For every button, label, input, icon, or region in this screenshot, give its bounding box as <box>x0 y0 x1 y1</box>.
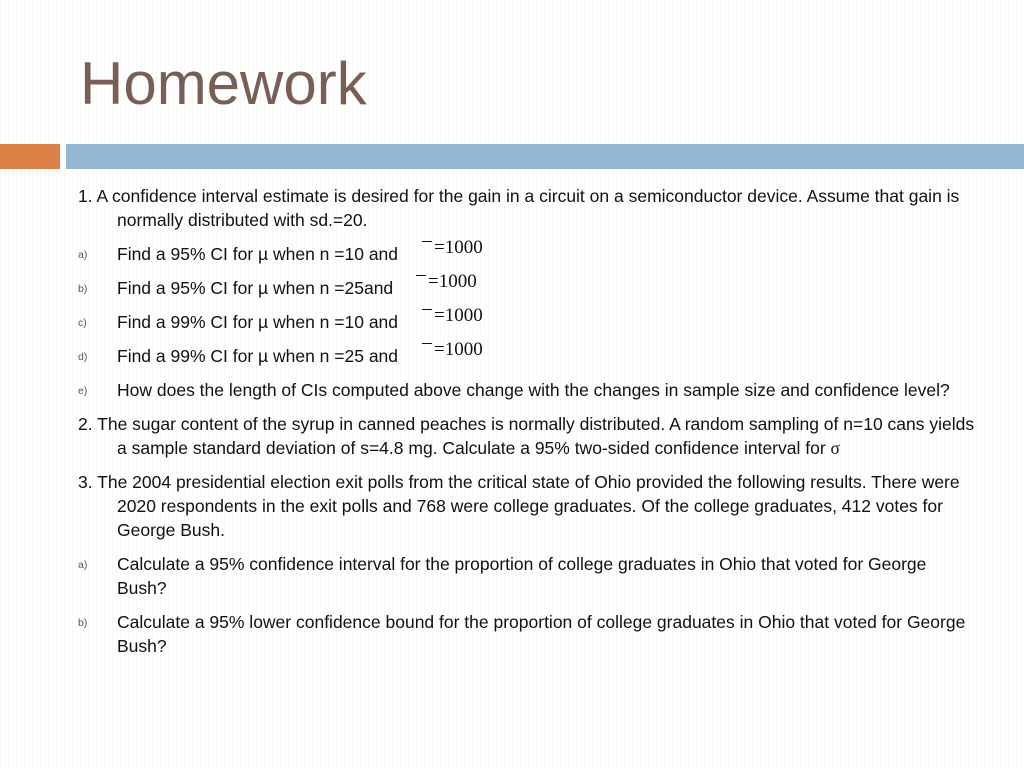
list-item <box>78 339 978 368</box>
list-marker: b) <box>78 617 88 629</box>
list-item-text: Find a 95% CI for µ when n =25and <box>117 278 394 298</box>
slide-content <box>78 184 978 658</box>
list-item <box>78 271 978 300</box>
slide-title: Homework <box>80 50 367 117</box>
list-item-text: Calculate a 95% lower confidence bound for the proportion of college graduates in Ohio that voted for George Bush? <box>117 612 966 656</box>
question-2 <box>78 412 978 460</box>
list-item-text: Calculate a 95% confidence interval for the proportion of college graduates in Ohio that voted for George Bush? <box>117 554 927 598</box>
list-item-text: Find a 99% CI for µ when n =25 and <box>117 346 399 366</box>
list-item <box>78 610 978 658</box>
list-item-text: Find a 99% CI for µ when n =10 and <box>117 312 399 332</box>
list-item <box>78 378 978 402</box>
list-marker: a) <box>78 249 88 261</box>
list-item <box>78 552 978 600</box>
x-bar-symbol <box>416 275 426 287</box>
math-expression: =1000 <box>422 304 483 328</box>
question-2-text: 2. The sugar content of the syrup in canned peaches is normally distributed. A random sampling of n=10 cans yields a sample standard deviation of s=4.8 mg. Calculate a 95% two-sided confidence interval for <box>78 414 975 458</box>
list-item <box>78 305 978 334</box>
sigma-symbol: σ <box>830 438 840 458</box>
question-1: 1. A confidence interval estimate is desired for the gain in a circuit on a semiconductor device. Assume that gain is normally distributed with sd.=20. <box>78 186 960 230</box>
math-expression: =1000 <box>422 338 483 362</box>
list-marker: b) <box>78 283 88 295</box>
list-marker: a) <box>78 559 88 571</box>
x-bar-symbol <box>422 309 432 321</box>
math-expression: =1000 <box>416 270 477 294</box>
question-3: 3. The 2004 presidential election exit polls from the critical state of Ohio provided the following results. There were 2020 respondents in the exit polls and 768 were college graduates. Of the college graduates, 412 votes for George Bush. <box>78 472 960 540</box>
list-marker: c) <box>78 317 87 329</box>
header-bar <box>66 144 1024 169</box>
list-marker: d) <box>78 351 88 363</box>
math-expression: =1000 <box>422 236 483 260</box>
x-bar-symbol <box>422 241 432 253</box>
list-item <box>78 237 978 266</box>
list-item-text: Find a 95% CI for µ when n =10 and <box>117 244 399 264</box>
list-marker: e) <box>78 385 88 397</box>
accent-bar <box>0 144 60 169</box>
x-bar-symbol <box>422 343 432 355</box>
list-item-text: How does the length of CIs computed above change with the changes in sample size and confidence level? <box>117 380 950 400</box>
